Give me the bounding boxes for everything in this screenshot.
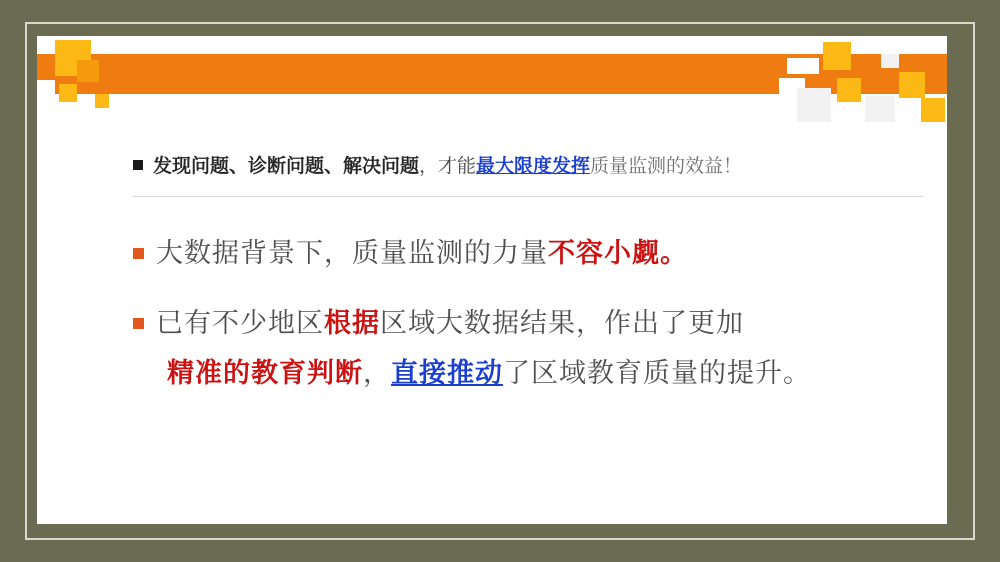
banner-square-decor <box>787 58 819 74</box>
heading-segment-2: ，才能 <box>419 156 477 177</box>
banner-square-decor <box>837 78 861 102</box>
banner-square-decor <box>59 84 77 102</box>
bullet-2-text-plain-b: 区域大数据结果，作出了更加 <box>380 308 744 338</box>
heading-segment-4: 质量监测的效益！ <box>590 156 743 177</box>
heading-segment-1: 发现问题、诊断问题、解决问题 <box>153 156 420 177</box>
divider <box>133 196 923 197</box>
square-bullet-black-icon <box>133 160 143 170</box>
square-bullet-orange-icon <box>133 248 144 259</box>
square-bullet-orange-icon <box>133 318 144 329</box>
bullet-1-text-emphasis: 不容小觑。 <box>548 238 688 268</box>
bullet-2-text-plain-a: 已有不少地区 <box>156 308 324 338</box>
banner-square-decor <box>881 54 899 68</box>
banner-square-decor <box>37 80 55 94</box>
heading-line <box>133 154 873 180</box>
slide-canvas <box>37 36 947 524</box>
bullet-paragraph-2 <box>133 304 744 342</box>
bullet-2-text-emphasis: 根据 <box>324 308 380 338</box>
bullet-3-text-emphasis-a: 精准的教育判断 <box>167 358 363 388</box>
heading-segment-3: 最大限度发挥 <box>476 156 591 177</box>
banner-square-decor <box>823 42 851 70</box>
banner-square-decor <box>899 72 925 98</box>
bullet-1-text-plain: 大数据背景下，质量监测的力量 <box>156 238 548 268</box>
banner-square-decor <box>77 60 99 82</box>
banner-square-decor <box>865 96 895 122</box>
banner-square-decor <box>95 94 109 108</box>
bullet-paragraph-2-continued <box>167 354 811 392</box>
banner-square-decor <box>921 98 945 122</box>
bullet-3-text-comma: ， <box>363 358 391 388</box>
bullet-3-text-plain: 了区域教育质量的提升。 <box>503 358 811 388</box>
bullet-paragraph-1 <box>133 234 688 272</box>
bullet-3-text-emphasis-b: 直接推动 <box>391 358 503 388</box>
banner-square-decor <box>797 88 831 122</box>
